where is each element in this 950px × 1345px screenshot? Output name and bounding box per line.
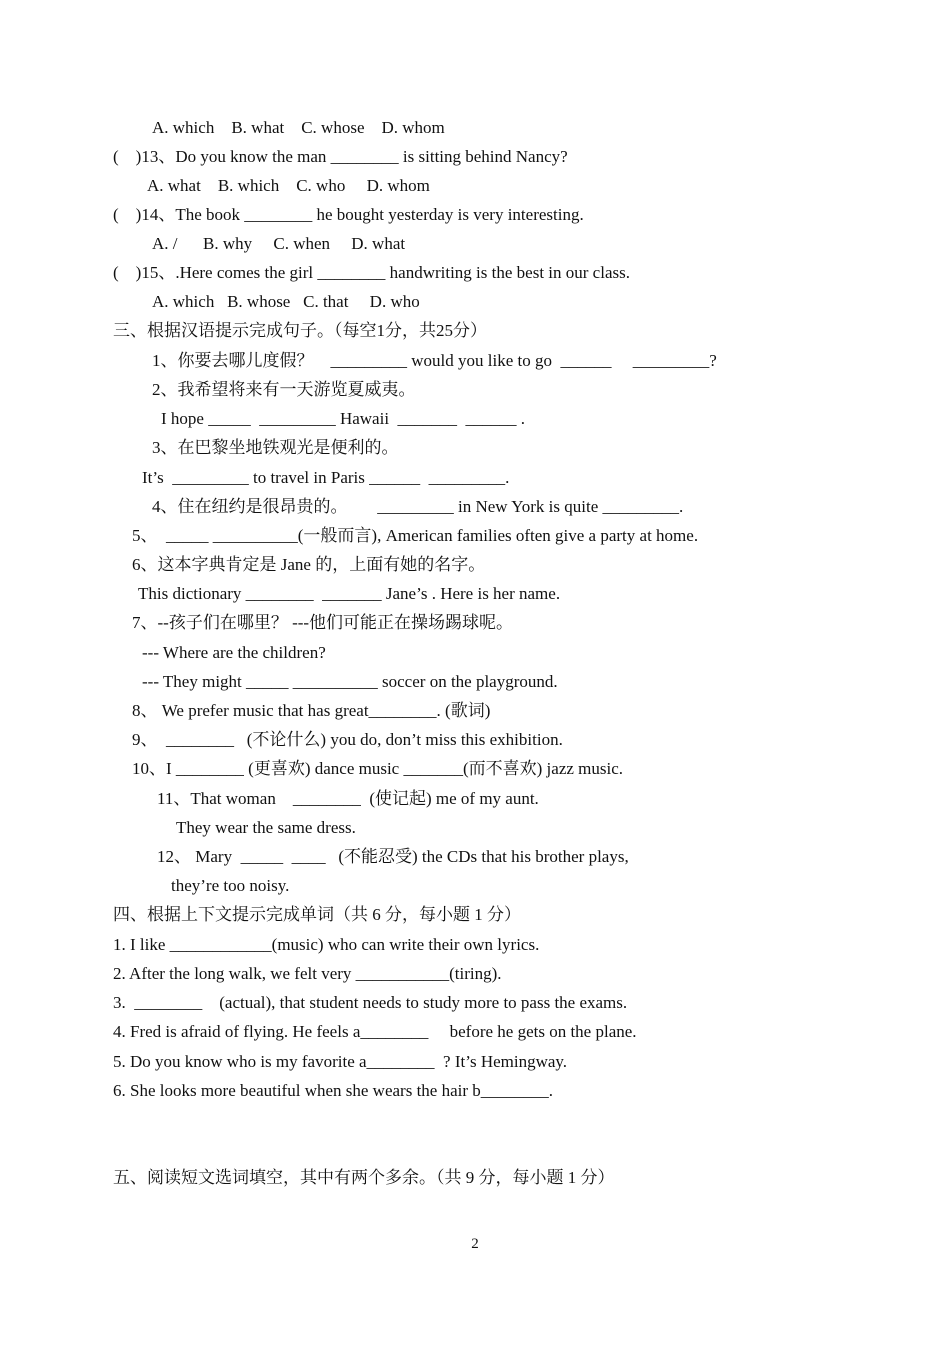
s3-item-6-cn: 6、这本字典肯定是 Jane 的，上面有她的名字。 — [132, 555, 486, 574]
s4-item-4: 4. Fred is afraid of flying. He feels a________ before he gets on the plane. — [113, 1022, 637, 1041]
s3-item-12-line1: 12、 Mary _____ ____ (不能忍受) the CDs that his brother plays, — [157, 847, 629, 866]
s3-item-3-cn: 3、在巴黎坐地铁观光是便利的。 — [152, 438, 399, 457]
s3-item-8: 8、 We prefer music that has great________. (歌词) — [132, 701, 491, 720]
s4-item-2: 2. After the long walk, we felt very ___________(tiring). — [113, 964, 502, 983]
s3-item-6-en: This dictionary ________ _______ Jane’s . Here is her name. — [138, 584, 561, 603]
q14-stem: ( )14、The book ________ he bought yesterday is very interesting. — [113, 205, 584, 224]
section5-heading: 五、阅读短文选词填空，其中有两个多余。（共 9 分，每小题 1 分） — [113, 1168, 615, 1187]
s3-item-9: 9、 ________ (不论什么) you do, don’t miss this exhibition. — [132, 730, 563, 749]
s3-item-5: 5、 _____ __________(一般而言), American families often give a party at home. — [132, 526, 699, 545]
s3-item-11-line1: 11、That woman ________ (使记起) me of my aunt. — [157, 789, 539, 808]
s3-item-7-question: --- Where are the children? — [142, 643, 326, 662]
q15-options: A. which B. whose C. that D. who — [152, 292, 420, 311]
s4-item-6: 6. She looks more beautiful when she wears the hair b________. — [113, 1081, 554, 1100]
s3-item-2-cn: 2、我希望将来有一天游览夏威夷。 — [152, 380, 416, 399]
section4-heading: 四、根据上下文提示完成单词（共 6 分，每小题 1 分） — [113, 905, 521, 924]
s3-item-7-answer: --- They might _____ __________ soccer on the playground. — [142, 672, 558, 691]
q13-stem: ( )13、Do you know the man ________ is sitting behind Nancy? — [113, 147, 568, 166]
s3-item-10: 10、I ________ (更喜欢) dance music _______(而不喜欢) jazz music. — [132, 759, 624, 778]
s3-item-12-line2: they’re too noisy. — [171, 876, 290, 895]
q14-options: A. / B. why C. when D. what — [152, 234, 406, 253]
s3-item-11-line2: They wear the same dress. — [176, 818, 356, 837]
q12-options: A. which B. what C. whose D. whom — [152, 118, 445, 137]
s4-item-1: 1. I like ____________(music) who can write their own lyrics. — [113, 935, 540, 954]
s3-item-1: 1、你要去哪儿度假？ _________ would you like to go ______ _________? — [152, 351, 717, 370]
s3-item-7-cn: 7、--孩子们在哪里？ ---他们可能正在操场踢球呢。 — [132, 613, 514, 632]
s3-item-4: 4、住在纽约是很昂贵的。 _________ in New York is quite _________. — [152, 497, 684, 516]
q13-options: A. what B. which C. who D. whom — [147, 176, 430, 195]
q15-stem: ( )15、.Here comes the girl ________ handwriting is the best in our class. — [113, 263, 630, 282]
section3-heading: 三、根据汉语提示完成句子。（每空1分，共25分） — [113, 321, 487, 340]
s3-item-2-en: I hope _____ _________ Hawaii _______ ______ . — [161, 409, 526, 428]
s4-item-5: 5. Do you know who is my favorite a________ ? It’s Hemingway. — [113, 1052, 568, 1071]
page-number: 2 — [471, 1236, 479, 1252]
s3-item-3-en: It’s _________ to travel in Paris ______ _________. — [142, 468, 510, 487]
s4-item-3: 3. ________ (actual), that student needs to study more to pass the exams. — [113, 993, 628, 1012]
